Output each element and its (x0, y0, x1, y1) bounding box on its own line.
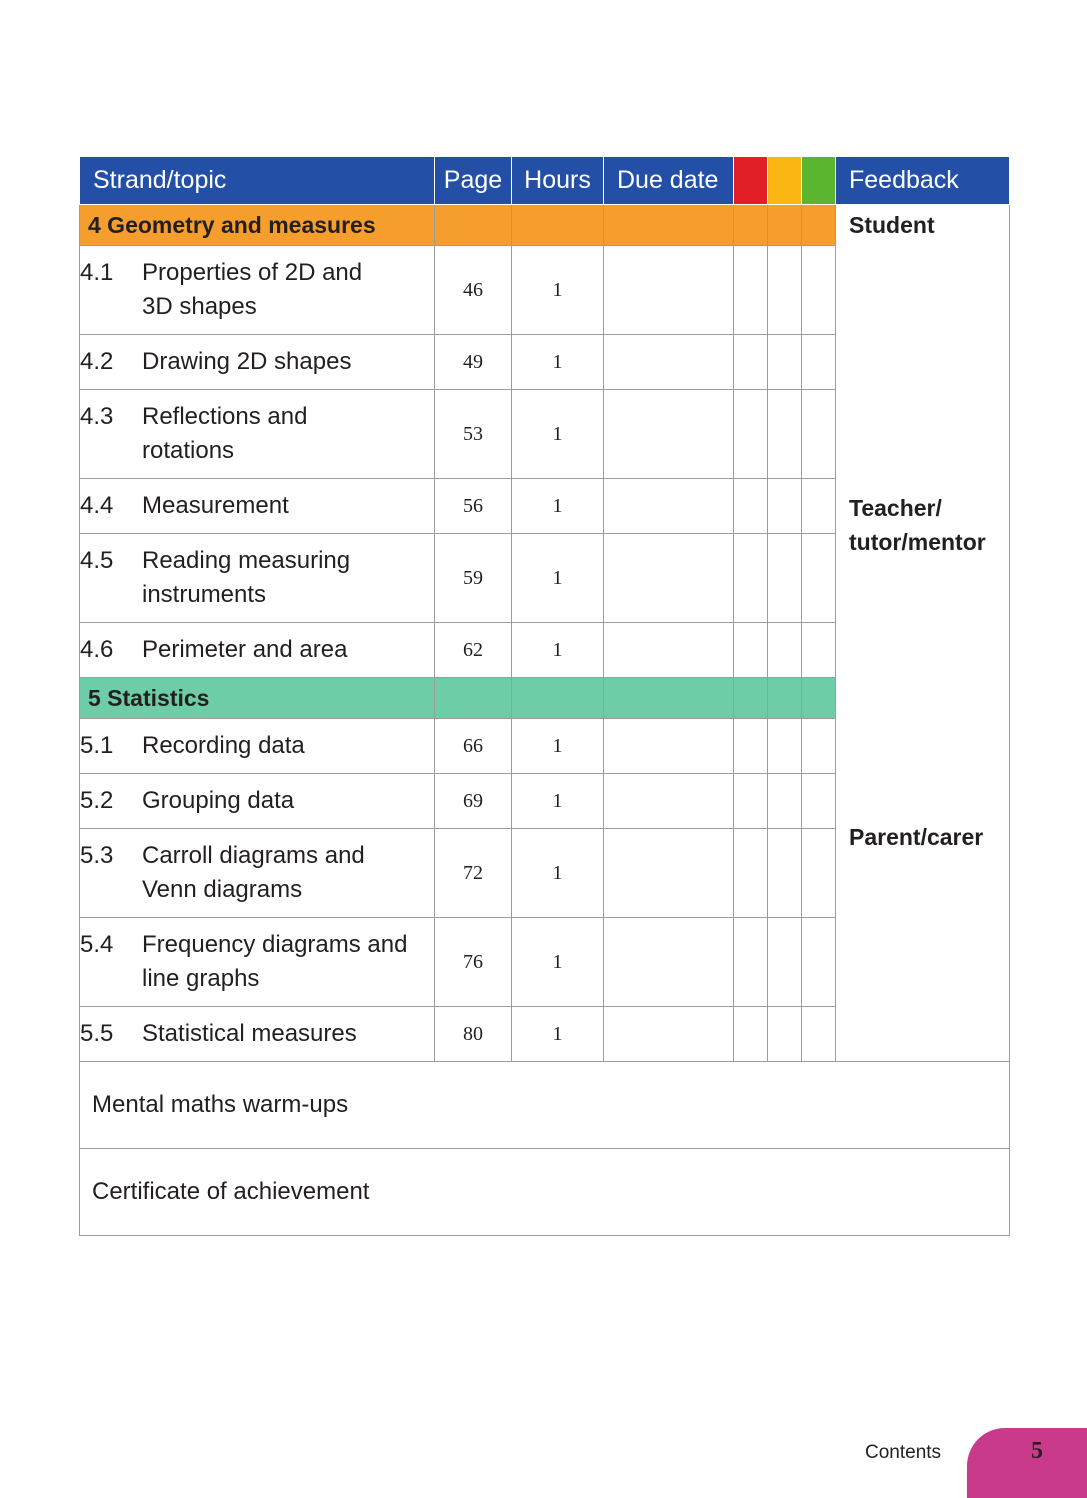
amber-check-cell[interactable] (768, 1007, 802, 1062)
topic-number: 4.2 (80, 348, 114, 375)
section-fill-cell (512, 678, 604, 719)
due-date-cell[interactable] (604, 623, 734, 678)
topic-content (80, 928, 434, 996)
section-fill-cell (802, 678, 836, 719)
extra-row (80, 1149, 1010, 1236)
topic-content (80, 489, 434, 523)
topic-content (80, 544, 434, 612)
header-red-swatch (734, 157, 768, 205)
amber-check-cell[interactable] (768, 774, 802, 829)
feedback-column (836, 205, 1010, 1062)
hours-cell: 1 (512, 335, 604, 390)
hours-cell: 1 (512, 1007, 604, 1062)
red-check-cell[interactable] (734, 246, 768, 335)
amber-check-cell[interactable] (768, 623, 802, 678)
hours-cell: 1 (512, 774, 604, 829)
section-fill-cell (435, 678, 512, 719)
topic-cell (80, 479, 435, 534)
topic-label-line-1: Carroll diagrams and (142, 842, 365, 869)
page-number: 5 (1031, 1438, 1043, 1464)
green-check-cell[interactable] (802, 623, 836, 678)
due-date-cell[interactable] (604, 246, 734, 335)
page-number-tab (967, 1428, 1087, 1498)
header-page: Page (435, 157, 512, 205)
topic-number: 5.1 (80, 732, 114, 759)
topic-content (80, 256, 434, 324)
topic-content (80, 839, 434, 907)
red-check-cell[interactable] (734, 918, 768, 1007)
green-check-cell[interactable] (802, 1007, 836, 1062)
header-due-date: Due date (604, 157, 734, 205)
amber-check-cell[interactable] (768, 829, 802, 918)
topic-number: 4.3 (80, 403, 114, 430)
header-hours: Hours (512, 157, 604, 205)
due-date-cell[interactable] (604, 390, 734, 479)
amber-check-cell[interactable] (768, 534, 802, 623)
topic-number: 5.3 (80, 842, 114, 869)
topic-number: 4.6 (80, 636, 114, 663)
hours-cell: 1 (512, 390, 604, 479)
topic-cell (80, 1007, 435, 1062)
topic-label (142, 544, 434, 612)
topic-label (142, 633, 434, 667)
topic-number: 5.4 (80, 931, 114, 958)
section-fill-cell (768, 678, 802, 719)
topic-cell (80, 829, 435, 918)
section-fill-cell (734, 678, 768, 719)
red-check-cell[interactable] (734, 1007, 768, 1062)
red-check-cell[interactable] (734, 534, 768, 623)
topic-label-line-1: Reflections and (142, 403, 308, 430)
topic-content (80, 729, 434, 763)
due-date-cell[interactable] (604, 719, 734, 774)
due-date-cell[interactable] (604, 335, 734, 390)
green-check-cell[interactable] (802, 390, 836, 479)
topic-label-line-1: Measurement (142, 492, 289, 519)
topic-label-line-1: Perimeter and area (142, 636, 348, 663)
extra-item: Certificate of achievement (80, 1149, 1010, 1236)
topic-label-line-1: Grouping data (142, 787, 295, 814)
topic-label (142, 729, 434, 763)
topic-cell (80, 390, 435, 479)
topic-cell (80, 534, 435, 623)
contents-sheet (79, 156, 1009, 1236)
topic-cell (80, 335, 435, 390)
topic-label (142, 839, 434, 907)
header-green-swatch (802, 157, 836, 205)
red-check-cell[interactable] (734, 829, 768, 918)
header-strand: Strand/topic (80, 157, 435, 205)
topic-label-line-1: Drawing 2D shapes (142, 348, 352, 375)
hours-cell: 1 (512, 918, 604, 1007)
section-title: 4 Geometry and measures (80, 205, 435, 246)
page-cell: 46 (435, 246, 512, 335)
page-cell: 59 (435, 534, 512, 623)
green-check-cell[interactable] (802, 719, 836, 774)
page-cell: 49 (435, 335, 512, 390)
green-check-cell[interactable] (802, 829, 836, 918)
red-check-cell[interactable] (734, 774, 768, 829)
topic-label-line-2: rotations (142, 437, 235, 464)
page-cell: 72 (435, 829, 512, 918)
topic-content (80, 784, 434, 818)
due-date-cell[interactable] (604, 774, 734, 829)
green-check-cell[interactable] (802, 534, 836, 623)
topic-label-line-1: Recording data (142, 732, 305, 759)
page-cell: 56 (435, 479, 512, 534)
green-check-cell[interactable] (802, 335, 836, 390)
topic-label-line-2: Venn diagrams (142, 876, 303, 903)
header-amber-swatch (768, 157, 802, 205)
topic-label-line-1: Frequency diagrams and (142, 931, 408, 958)
footer-section-label: Contents (865, 1442, 942, 1463)
feedback-student-label: Student (849, 212, 935, 238)
red-check-cell[interactable] (734, 479, 768, 534)
study-plan-table (79, 156, 1010, 1236)
hours-cell: 1 (512, 829, 604, 918)
red-check-cell[interactable] (734, 335, 768, 390)
topic-number: 4.1 (80, 259, 114, 286)
topic-content (80, 1017, 434, 1051)
topic-label (142, 784, 434, 818)
page-cell: 62 (435, 623, 512, 678)
header-feedback: Feedback (836, 157, 1010, 205)
section-title: 5 Statistics (80, 678, 435, 719)
table-header-row (80, 157, 1010, 205)
topic-label-line-1: Properties of 2D and (142, 259, 363, 286)
amber-check-cell[interactable] (768, 479, 802, 534)
due-date-cell[interactable] (604, 918, 734, 1007)
topic-label-line-2: 3D shapes (142, 293, 257, 320)
extra-row (80, 1062, 1010, 1149)
topic-cell (80, 246, 435, 335)
topic-label (142, 928, 434, 996)
green-check-cell[interactable] (802, 918, 836, 1007)
red-check-cell[interactable] (734, 390, 768, 479)
red-check-cell[interactable] (734, 623, 768, 678)
topic-label (142, 489, 434, 523)
topic-cell (80, 623, 435, 678)
section-fill-cell (802, 205, 836, 246)
section-fill-cell (604, 205, 734, 246)
topic-label (142, 400, 434, 468)
section-fill-cell (768, 205, 802, 246)
topic-label-line-2: line graphs (142, 965, 260, 992)
red-check-cell[interactable] (734, 719, 768, 774)
page-cell: 53 (435, 390, 512, 479)
extra-item: Mental maths warm-ups (80, 1062, 1010, 1149)
hours-cell: 1 (512, 719, 604, 774)
topic-label-line-2: instruments (142, 581, 267, 608)
hours-cell: 1 (512, 479, 604, 534)
topic-content (80, 345, 434, 379)
topic-number: 4.4 (80, 492, 114, 519)
green-check-cell[interactable] (802, 774, 836, 829)
hours-cell: 1 (512, 246, 604, 335)
page-cell: 69 (435, 774, 512, 829)
topic-label (142, 1017, 434, 1051)
topic-cell (80, 918, 435, 1007)
topic-cell (80, 774, 435, 829)
amber-check-cell[interactable] (768, 719, 802, 774)
hours-cell: 1 (512, 623, 604, 678)
hours-cell: 1 (512, 534, 604, 623)
topic-number: 4.5 (80, 547, 114, 574)
section-fill-cell (734, 205, 768, 246)
section-fill-cell (435, 205, 512, 246)
feedback-parent-label: Parent/carer (849, 824, 984, 850)
topic-number: 5.5 (80, 1020, 114, 1047)
amber-check-cell[interactable] (768, 335, 802, 390)
due-date-cell[interactable] (604, 479, 734, 534)
page-cell: 76 (435, 918, 512, 1007)
topic-content (80, 400, 434, 468)
topic-label (142, 256, 434, 324)
feedback-teacher-label-2: tutor/mentor (849, 529, 986, 555)
amber-check-cell[interactable] (768, 246, 802, 335)
section-row (80, 205, 1010, 246)
green-check-cell[interactable] (802, 479, 836, 534)
feedback-teacher-label-1: Teacher/ (849, 495, 942, 521)
due-date-cell[interactable] (604, 1007, 734, 1062)
topic-label-line-1: Reading measuring (142, 547, 351, 574)
green-check-cell[interactable] (802, 246, 836, 335)
section-fill-cell (512, 205, 604, 246)
topic-content (80, 633, 434, 667)
page-cell: 66 (435, 719, 512, 774)
amber-check-cell[interactable] (768, 918, 802, 1007)
amber-check-cell[interactable] (768, 390, 802, 479)
due-date-cell[interactable] (604, 829, 734, 918)
topic-label-line-1: Statistical measures (142, 1020, 357, 1047)
section-fill-cell (604, 678, 734, 719)
page-cell: 80 (435, 1007, 512, 1062)
topic-number: 5.2 (80, 787, 114, 814)
topic-cell (80, 719, 435, 774)
due-date-cell[interactable] (604, 534, 734, 623)
topic-label (142, 345, 434, 379)
